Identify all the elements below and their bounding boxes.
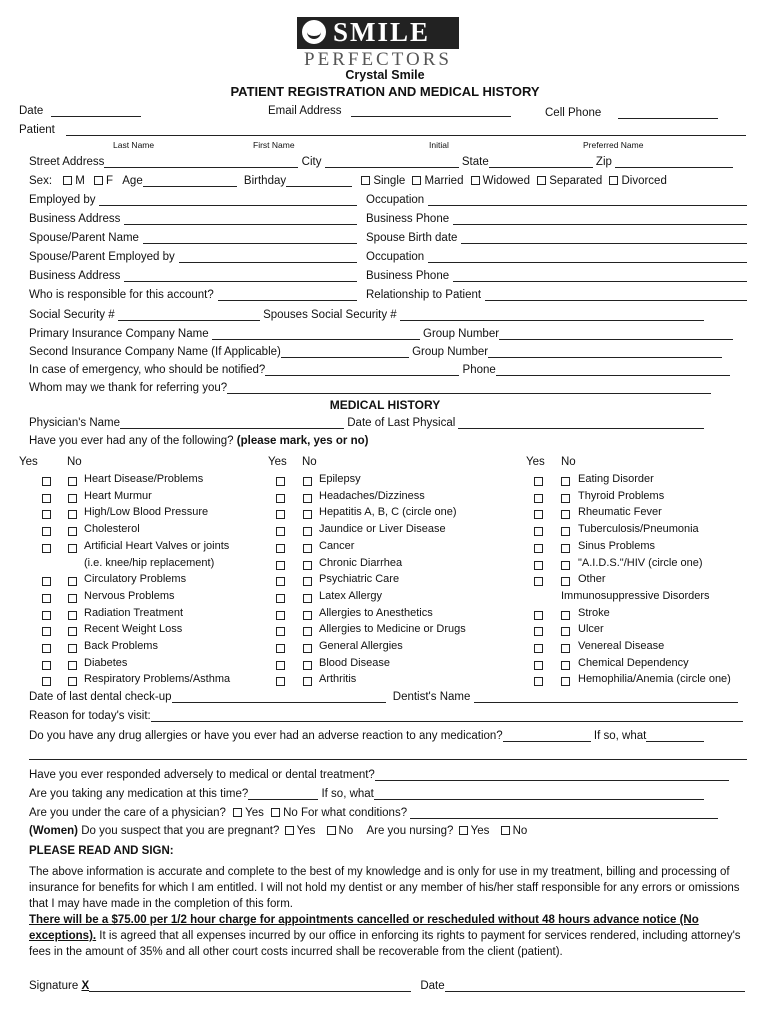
second-insurance-label: Second Insurance Company Name (If Applicable) (29, 346, 281, 358)
reason-row (29, 709, 743, 722)
consent-paragraph: The above information is accurate and complete to the best of my knowledge and is only for use in my treatment, billing and processing of insurance for benefits for which I am entitled. I will not hold my dentist or any member of his/her staff responsible for any errors or omissions that I may have made in the completion of this form. (29, 866, 740, 910)
spouse-business-phone-field[interactable] (453, 269, 747, 282)
condition-label: Rheumatic Fever (578, 506, 662, 519)
condition-label: Artificial Heart Valves or joints (84, 539, 230, 552)
condition-label: Sinus Problems (578, 539, 656, 552)
condition-label: Other (578, 573, 606, 586)
physician-field[interactable] (120, 416, 344, 429)
pregnant-yes-checkbox[interactable] (285, 826, 294, 835)
nursing-label: Are you nursing? (366, 825, 454, 837)
employed-by-label: Employed by (29, 194, 96, 206)
spouse-ssn-field[interactable] (400, 308, 704, 321)
zip-field[interactable] (615, 155, 733, 168)
condition-label: Recent Weight Loss (84, 623, 183, 636)
pregnant-yes-label: Yes (296, 825, 316, 837)
condition-label: Jaundice or Liver Disease (319, 523, 446, 536)
male-checkbox[interactable] (63, 176, 72, 185)
male-label: M (75, 175, 85, 187)
adverse-row (29, 768, 729, 781)
condition-label: Thyroid Problems (578, 489, 665, 502)
spouse-business-phone-label: Business Phone (366, 270, 450, 282)
street-field[interactable] (104, 155, 298, 168)
condition-label: Diabetes (84, 656, 128, 669)
condition-yes-checkbox[interactable] (276, 627, 285, 636)
condition-yes-checkbox[interactable] (534, 677, 543, 686)
street-row (29, 155, 748, 170)
spouse-employed-by-label: Spouse/Parent Employed by (29, 251, 175, 263)
condition-yes-checkbox[interactable] (42, 527, 51, 536)
condition-yes-checkbox[interactable] (276, 661, 285, 670)
pregnant-label: Do you suspect that you are pregnant? (81, 825, 280, 837)
no-header-2: No (302, 456, 317, 468)
care-conditions-label: For what conditions? (300, 807, 408, 819)
condition-no-checkbox[interactable] (303, 611, 312, 620)
condition-no-checkbox[interactable] (303, 627, 312, 636)
condition-label: Arthritis (319, 673, 357, 686)
condition-label: Chemical Dependency (578, 656, 689, 669)
condition-no-checkbox[interactable] (68, 644, 77, 653)
condition-no-checkbox[interactable] (303, 594, 312, 603)
logo (297, 17, 459, 49)
last-physical-field[interactable] (458, 416, 704, 429)
conditions-question-instruction: (please mark, yes or no) (236, 435, 369, 447)
condition-label: Headaches/Dizziness (319, 489, 425, 502)
preferred-name-caption: Preferred Name (583, 140, 644, 150)
condition-yes-checkbox[interactable] (42, 644, 51, 653)
sex-label: Sex: (29, 175, 53, 187)
reason-field[interactable] (151, 709, 743, 722)
first-name-caption: First Name (253, 140, 295, 150)
condition-no-checkbox[interactable] (561, 494, 570, 503)
dental-checkup-label: Date of last dental check-up (29, 691, 172, 703)
spouse-birth-date-field[interactable] (461, 231, 747, 244)
care-yes-checkbox[interactable] (233, 808, 242, 817)
city-label: City (301, 156, 322, 168)
drug-allergy-extra-line[interactable] (29, 747, 747, 760)
emergency-phone-field[interactable] (496, 363, 730, 376)
spouse-employed-by-group (29, 250, 357, 263)
drug-allergy-if-so-label: If so, what (593, 730, 647, 742)
condition-no-checkbox[interactable] (561, 477, 570, 486)
logo-word-perfectors: PERFECTORS (304, 49, 452, 70)
referring-field[interactable] (227, 381, 711, 394)
married-checkbox[interactable] (412, 176, 421, 185)
ssn-row (29, 308, 704, 321)
condition-no-checkbox[interactable] (303, 661, 312, 670)
condition-yes-checkbox[interactable] (534, 561, 543, 570)
smile-face-icon (302, 20, 326, 44)
condition-label: Allergies to Anesthetics (319, 606, 433, 619)
street-label: Street Address (29, 156, 105, 168)
condition-label: Stroke (578, 606, 610, 619)
responsible-party-label: Who is responsible for this account? (29, 289, 214, 301)
business-phone-label: Business Phone (366, 213, 450, 225)
spouse-parent-name-field[interactable] (143, 231, 357, 244)
cancellation-charge-text: There will be a $75.00 per 1/2 hour charge for appointments cancelled or rescheduled without 48 hours advance notice (No exceptions). (29, 914, 699, 942)
cell-phone-field[interactable] (618, 106, 718, 119)
age-label: Age (122, 175, 143, 187)
condition-yes-checkbox[interactable] (276, 677, 285, 686)
business-phone-field[interactable] (453, 212, 747, 225)
condition-yes-checkbox[interactable] (534, 544, 543, 553)
condition-label: Cholesterol (84, 523, 140, 536)
sex-row (29, 174, 748, 189)
condition-yes-checkbox[interactable] (534, 627, 543, 636)
condition-label: Circulatory Problems (84, 573, 187, 586)
condition-yes-checkbox[interactable] (534, 477, 543, 486)
business-address-label: Business Address (29, 213, 121, 225)
divorced-checkbox[interactable] (609, 176, 618, 185)
condition-label: Heart Murmur (84, 489, 152, 502)
responsible-party-field[interactable] (218, 288, 357, 301)
no-header-1: No (67, 456, 82, 468)
signature-row (29, 979, 745, 992)
practice-name: Crystal Smile (345, 68, 425, 82)
nursing-no-checkbox[interactable] (501, 826, 510, 835)
referring-label: Whom may we thank for referring you? (29, 382, 228, 394)
signature-field[interactable] (89, 979, 411, 992)
spouse-birth-date-label: Spouse Birth date (366, 232, 458, 244)
employed-by-field[interactable] (99, 193, 357, 206)
condition-no-checkbox[interactable] (303, 677, 312, 686)
condition-yes-checkbox[interactable] (42, 627, 51, 636)
initial-caption: Initial (429, 140, 449, 150)
women-row (29, 825, 527, 837)
employed-by-group (29, 193, 357, 206)
condition-no-checkbox[interactable] (68, 594, 77, 603)
condition-no-checkbox[interactable] (68, 661, 77, 670)
spouse-parent-name-label: Spouse/Parent Name (29, 232, 139, 244)
condition-no-checkbox[interactable] (68, 544, 77, 553)
occupation-field[interactable] (428, 193, 747, 206)
condition-yes-checkbox[interactable] (42, 611, 51, 620)
condition-label: Psychiatric Care (319, 573, 400, 586)
condition-label: General Allergies (319, 640, 403, 652)
ssn-label: Social Security # (29, 309, 115, 321)
condition-yes-checkbox[interactable] (42, 594, 51, 603)
second-insurance-field[interactable] (281, 345, 409, 358)
condition-label: Allergies to Medicine or Drugs (319, 623, 466, 636)
last-name-caption: Last Name (113, 140, 155, 150)
single-label: Single (373, 175, 406, 187)
conditions-question-text: Have you ever had any of the following? (29, 435, 234, 447)
primary-insurance-label: Primary Insurance Company Name (29, 328, 209, 340)
yes-header-3: Yes (526, 456, 545, 468)
condition-label: Tuberculosis/Pneumonia (578, 523, 699, 536)
female-label: F (106, 175, 114, 187)
condition-yes-checkbox[interactable] (276, 477, 285, 486)
condition-no-checkbox[interactable] (68, 510, 77, 519)
condition-label: Radiation Treatment (84, 606, 184, 619)
widowed-label: Widowed (482, 175, 530, 187)
spouse-occupation-group (366, 250, 747, 263)
group-number-2-field[interactable] (488, 345, 722, 358)
spouse-employed-by-field[interactable] (179, 250, 357, 263)
pregnant-no-label: No (338, 825, 354, 837)
spouse-business-address-label: Business Address (29, 270, 121, 282)
condition-no-checkbox[interactable] (303, 644, 312, 653)
care-yes-label: Yes (245, 807, 264, 819)
physician-care-row (29, 806, 718, 819)
drug-allergy-label: Do you have any drug allergies or have you ever had an adverse reaction to any medication? (29, 730, 503, 742)
condition-yes-checkbox[interactable] (42, 544, 51, 553)
condition-no-checkbox[interactable] (68, 611, 77, 620)
widowed-checkbox[interactable] (471, 176, 480, 185)
relationship-to-patient-label: Relationship to Patient (366, 289, 482, 301)
age-field[interactable] (143, 174, 237, 187)
condition-no-checkbox[interactable] (68, 627, 77, 636)
condition-no-checkbox[interactable] (303, 577, 312, 586)
condition-label: Heart Disease/Problems (84, 473, 204, 485)
condition-no-checkbox[interactable] (561, 627, 570, 636)
date-field[interactable] (51, 104, 141, 117)
divorced-label: Divorced (621, 175, 667, 187)
condition-no-checkbox[interactable] (561, 644, 570, 653)
separated-label: Separated (549, 175, 603, 187)
condition-yes-checkbox[interactable] (276, 510, 285, 519)
condition-no-checkbox[interactable] (561, 611, 570, 620)
signature-x-mark: X (81, 980, 90, 992)
zip-label: Zip (595, 156, 612, 168)
charges-text: It is agreed that all expenses incurred by our office in enforcing its rights to payment for services rendered, including attorney's fees in the amount of 35% and all other court costs incurred shall be recoverable from the client (patient). (29, 930, 741, 958)
condition-label: Latex Allergy (319, 589, 382, 602)
condition-no-checkbox[interactable] (303, 527, 312, 536)
city-field[interactable] (325, 155, 459, 168)
relationship-to-patient-group (366, 288, 747, 301)
medication-if-so-label: If so, what (321, 788, 374, 800)
charges-paragraph (29, 912, 751, 960)
birthday-label: Birthday (243, 175, 287, 187)
responsible-party-group (29, 288, 357, 301)
condition-yes-checkbox[interactable] (276, 611, 285, 620)
spouse-birth-date-group (366, 231, 747, 244)
care-no-checkbox[interactable] (271, 808, 280, 817)
date-label: Date (19, 105, 44, 117)
email-label: Email Address (268, 105, 342, 117)
condition-yes-checkbox[interactable] (276, 644, 285, 653)
condition-no-checkbox[interactable] (561, 661, 570, 670)
separated-checkbox[interactable] (537, 176, 546, 185)
condition-yes-checkbox[interactable] (534, 527, 543, 536)
cell-phone-label: Cell Phone (545, 107, 602, 119)
cell-row (545, 106, 718, 119)
medication-row (29, 787, 704, 800)
condition-yes-checkbox[interactable] (42, 494, 51, 503)
group-number-field[interactable] (499, 327, 733, 340)
dentist-field[interactable] (474, 690, 738, 703)
referring-row (29, 381, 711, 394)
condition-yes-checkbox[interactable] (276, 544, 285, 553)
spouse-business-phone-group (366, 269, 747, 282)
group-number-2-label: Group Number (412, 346, 489, 358)
medical-history-heading: MEDICAL HISTORY (329, 398, 441, 412)
signature-label: Signature (29, 980, 79, 992)
condition-label: Eating Disorder (578, 473, 654, 485)
medication-label: Are you taking any medication at this time? (29, 788, 249, 800)
dentist-label: Dentist's Name (392, 691, 471, 703)
second-insurance-row (29, 345, 722, 358)
email-field[interactable] (351, 104, 511, 117)
spouse-parent-name-group (29, 231, 357, 244)
condition-label: "A.I.D.S."/HIV (circle one) (578, 556, 703, 569)
emergency-field[interactable] (265, 363, 459, 376)
group-number-label: Group Number (423, 328, 500, 340)
physician-row (29, 416, 704, 429)
condition-no-checkbox[interactable] (68, 527, 77, 536)
condition-no-checkbox[interactable] (68, 494, 77, 503)
condition-yes-checkbox[interactable] (534, 611, 543, 620)
occupation-label: Occupation (366, 194, 425, 206)
adverse-label: Have you ever responded adversely to medical or dental treatment? (29, 769, 375, 781)
condition-yes-checkbox[interactable] (42, 477, 51, 486)
signature-date-field[interactable] (445, 979, 745, 992)
yes-header-2: Yes (268, 456, 287, 468)
condition-no-checkbox[interactable] (561, 577, 570, 586)
nursing-yes-label: Yes (470, 825, 490, 837)
condition-no-checkbox[interactable] (303, 544, 312, 553)
care-no-label: No (283, 807, 298, 819)
drug-allergy-if-so-field[interactable] (646, 729, 704, 742)
spouse-ssn-label: Spouses Social Security # (263, 309, 397, 321)
female-checkbox[interactable] (94, 176, 103, 185)
physician-care-label: Are you under the care of a physician? (29, 807, 226, 819)
state-label: State (461, 156, 489, 168)
condition-label: Blood Disease (319, 656, 390, 669)
form-title: PATIENT REGISTRATION AND MEDICAL HISTORY (230, 84, 540, 99)
physician-label: Physician's Name (29, 417, 121, 429)
condition-no-checkbox[interactable] (303, 494, 312, 503)
condition-yes-checkbox[interactable] (276, 527, 285, 536)
yes-header-1: Yes (19, 456, 38, 468)
patient-label: Patient (19, 124, 55, 136)
primary-insurance-field[interactable] (212, 327, 420, 340)
condition-yes-checkbox[interactable] (276, 577, 285, 586)
condition-label: Venereal Disease (578, 640, 665, 652)
adverse-field[interactable] (375, 768, 729, 781)
condition-label: High/Low Blood Pressure (84, 506, 209, 519)
condition-label: Respiratory Problems/Asthma (84, 673, 231, 686)
condition-no-checkbox[interactable] (561, 527, 570, 536)
conditions-question (29, 435, 368, 447)
condition-yes-checkbox[interactable] (534, 510, 543, 519)
condition-yes-checkbox[interactable] (534, 494, 543, 503)
condition-label: Ulcer (578, 623, 604, 636)
condition-label: (i.e. knee/hip replacement) (84, 556, 215, 569)
drug-allergy-field[interactable] (503, 729, 591, 742)
condition-no-checkbox[interactable] (68, 477, 77, 486)
patient-field[interactable] (66, 123, 746, 136)
condition-yes-checkbox[interactable] (42, 577, 51, 586)
condition-yes-checkbox[interactable] (534, 644, 543, 653)
ssn-field[interactable] (118, 308, 260, 321)
dental-checkup-row (29, 690, 738, 703)
pregnant-no-checkbox[interactable] (327, 826, 336, 835)
condition-label: Nervous Problems (84, 589, 175, 602)
primary-insurance-row (29, 327, 733, 340)
married-label: Married (424, 175, 464, 187)
relationship-to-patient-field[interactable] (485, 288, 747, 301)
medication-if-so-field[interactable] (374, 787, 704, 800)
last-physical-label: Date of Last Physical (347, 417, 456, 429)
emergency-label: In case of emergency, who should be notified? (29, 364, 266, 376)
condition-yes-checkbox[interactable] (276, 561, 285, 570)
business-address-group (29, 212, 357, 225)
condition-no-checkbox[interactable] (303, 561, 312, 570)
condition-yes-checkbox[interactable] (276, 494, 285, 503)
spouse-business-address-field[interactable] (124, 269, 357, 282)
logo-word-smile: SMILE (333, 17, 431, 47)
nursing-yes-checkbox[interactable] (459, 826, 468, 835)
state-field[interactable] (489, 155, 593, 168)
business-address-field[interactable] (124, 212, 357, 225)
condition-yes-checkbox[interactable] (42, 510, 51, 519)
reason-label: Reason for today's visit: (29, 710, 151, 722)
condition-label: Back Problems (84, 640, 158, 652)
emergency-row (29, 363, 730, 376)
condition-label: Hemophilia/Anemia (circle one) (578, 673, 731, 686)
nursing-no-label: No (512, 825, 528, 837)
medication-field[interactable] (248, 787, 318, 800)
condition-no-checkbox[interactable] (561, 561, 570, 570)
condition-label: Immunosuppressive Disorders (561, 589, 710, 602)
date-row (19, 104, 141, 117)
condition-no-checkbox[interactable] (68, 677, 77, 686)
condition-label: Cancer (319, 539, 355, 552)
dental-checkup-field[interactable] (172, 690, 386, 703)
condition-yes-checkbox[interactable] (42, 661, 51, 670)
condition-yes-checkbox[interactable] (276, 594, 285, 603)
spouse-occupation-field[interactable] (428, 250, 747, 263)
condition-yes-checkbox[interactable] (42, 677, 51, 686)
condition-label: Epilepsy (319, 473, 361, 485)
condition-yes-checkbox[interactable] (534, 577, 543, 586)
business-phone-group (366, 212, 747, 225)
drug-allergy-row (29, 729, 704, 742)
signature-date-label: Date (420, 980, 445, 992)
condition-no-checkbox[interactable] (561, 677, 570, 686)
condition-no-checkbox[interactable] (303, 477, 312, 486)
condition-label: Hepatitis A, B, C (circle one) (319, 506, 457, 519)
email-row (268, 104, 511, 117)
occupation-group (366, 193, 747, 206)
condition-no-checkbox[interactable] (561, 544, 570, 553)
condition-no-checkbox[interactable] (68, 577, 77, 586)
read-sign-heading: PLEASE READ AND SIGN: (29, 845, 174, 857)
spouse-occupation-label: Occupation (366, 251, 425, 263)
single-checkbox[interactable] (361, 176, 370, 185)
care-conditions-field[interactable] (410, 806, 718, 819)
spouse-business-address-group (29, 269, 357, 282)
emergency-phone-label: Phone (462, 364, 496, 376)
birthday-field[interactable] (286, 174, 352, 187)
no-header-3: No (561, 456, 576, 468)
women-label: (Women) (29, 825, 78, 837)
condition-yes-checkbox[interactable] (534, 661, 543, 670)
condition-no-checkbox[interactable] (303, 510, 312, 519)
condition-no-checkbox[interactable] (561, 510, 570, 519)
condition-label: Chronic Diarrhea (319, 556, 403, 569)
